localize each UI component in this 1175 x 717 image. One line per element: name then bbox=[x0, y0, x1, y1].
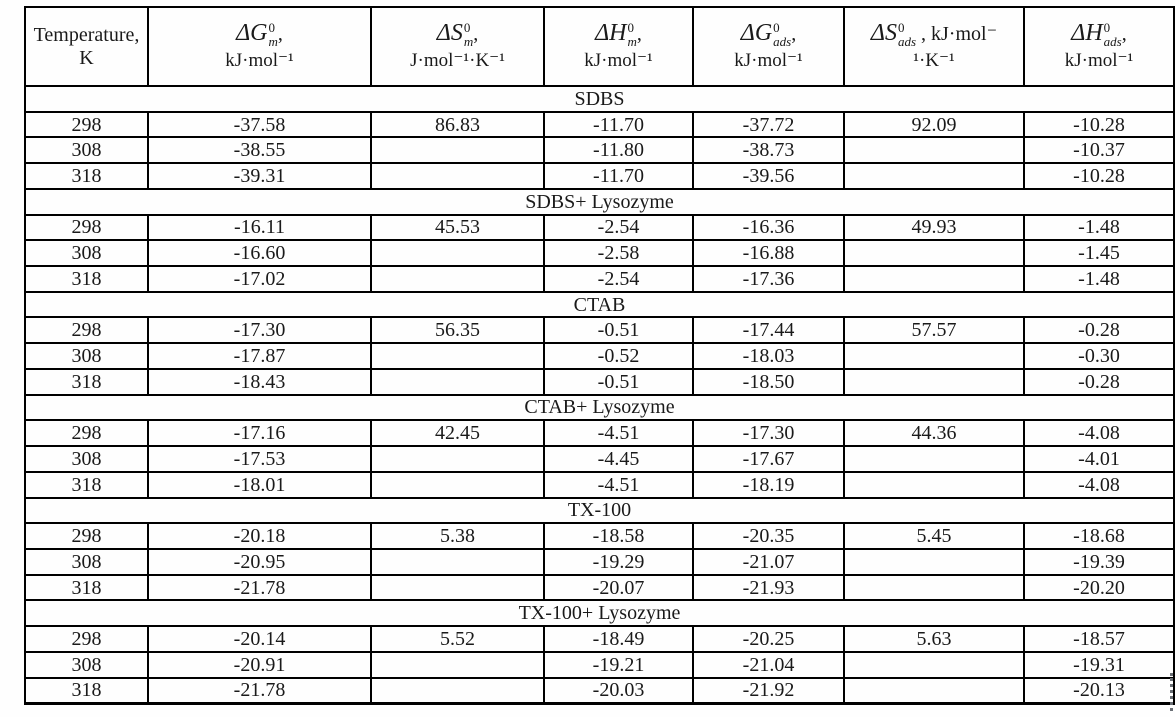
value-cell: -19.31 bbox=[1024, 652, 1174, 678]
value-cell: -0.51 bbox=[544, 317, 693, 343]
value-cell: 42.45 bbox=[371, 420, 544, 446]
value-cell: -4.08 bbox=[1024, 472, 1174, 498]
value-cell: -20.13 bbox=[1024, 678, 1174, 704]
value-cell: -4.08 bbox=[1024, 420, 1174, 446]
value-cell: 5.52 bbox=[371, 626, 544, 652]
table-row bbox=[25, 549, 1174, 575]
section-label: CTAB+ Lysozyme bbox=[25, 395, 1174, 421]
value-cell bbox=[844, 240, 1024, 266]
value-cell: -17.67 bbox=[693, 446, 844, 472]
value-cell bbox=[844, 472, 1024, 498]
section-label: SDBS bbox=[25, 86, 1174, 112]
value-cell: 56.35 bbox=[371, 317, 544, 343]
value-cell: -20.95 bbox=[148, 549, 371, 575]
unit-label: ¹·K⁻¹ bbox=[913, 49, 955, 71]
header-row bbox=[25, 7, 1174, 86]
col-header-delta-g-ads bbox=[693, 7, 844, 86]
value-cell: -21.93 bbox=[693, 575, 844, 601]
value-cell: -20.03 bbox=[544, 678, 693, 704]
value-cell: -17.44 bbox=[693, 317, 844, 343]
temperature-cell: 318 bbox=[25, 369, 148, 395]
section-header-row bbox=[25, 395, 1174, 421]
value-cell bbox=[844, 369, 1024, 395]
table-row bbox=[25, 523, 1174, 549]
section-label: TX-100+ Lysozyme bbox=[25, 600, 1174, 626]
value-cell: -21.04 bbox=[693, 652, 844, 678]
value-cell: -39.31 bbox=[148, 163, 371, 189]
col-header-delta-g-m bbox=[148, 7, 371, 86]
value-cell: -2.54 bbox=[544, 266, 693, 292]
value-cell bbox=[844, 446, 1024, 472]
value-cell: -20.14 bbox=[148, 626, 371, 652]
table-row bbox=[25, 420, 1174, 446]
value-cell: -2.58 bbox=[544, 240, 693, 266]
temperature-cell: 308 bbox=[25, 137, 148, 163]
table-row bbox=[25, 240, 1174, 266]
temperature-cell: 298 bbox=[25, 626, 148, 652]
value-cell: -18.03 bbox=[693, 343, 844, 369]
value-cell bbox=[371, 266, 544, 292]
value-cell: -17.16 bbox=[148, 420, 371, 446]
table-row bbox=[25, 472, 1174, 498]
temperature-cell: 308 bbox=[25, 343, 148, 369]
value-cell: -16.60 bbox=[148, 240, 371, 266]
temperature-cell: 298 bbox=[25, 317, 148, 343]
value-cell bbox=[844, 343, 1024, 369]
temperature-cell: 318 bbox=[25, 678, 148, 704]
value-cell: -20.91 bbox=[148, 652, 371, 678]
table-row bbox=[25, 369, 1174, 395]
temperature-cell: 308 bbox=[25, 446, 148, 472]
value-cell: -18.49 bbox=[544, 626, 693, 652]
section-header-row bbox=[25, 292, 1174, 318]
value-cell bbox=[371, 343, 544, 369]
value-cell: -17.36 bbox=[693, 266, 844, 292]
text-cursor-artifact bbox=[1170, 673, 1173, 711]
value-cell: -4.51 bbox=[544, 472, 693, 498]
section-header-row bbox=[25, 498, 1174, 524]
value-cell: -17.87 bbox=[148, 343, 371, 369]
temperature-cell: 318 bbox=[25, 575, 148, 601]
temperature-cell: 308 bbox=[25, 240, 148, 266]
value-cell: 5.38 bbox=[371, 523, 544, 549]
value-cell: -11.70 bbox=[544, 163, 693, 189]
value-cell: -37.58 bbox=[148, 112, 371, 138]
value-cell: -17.30 bbox=[693, 420, 844, 446]
value-cell: -18.19 bbox=[693, 472, 844, 498]
value-cell: -4.51 bbox=[544, 420, 693, 446]
thermodynamic-parameters-table bbox=[24, 6, 1175, 705]
value-cell: -20.20 bbox=[1024, 575, 1174, 601]
table-row bbox=[25, 137, 1174, 163]
value-cell bbox=[844, 678, 1024, 704]
value-cell: 45.53 bbox=[371, 215, 544, 241]
value-cell: -39.56 bbox=[693, 163, 844, 189]
value-cell: -1.48 bbox=[1024, 215, 1174, 241]
value-cell: -19.21 bbox=[544, 652, 693, 678]
unit-label: kJ·mol⁻¹ bbox=[734, 49, 803, 71]
value-cell bbox=[371, 652, 544, 678]
value-cell: 49.93 bbox=[844, 215, 1024, 241]
section-label: SDBS+ Lysozyme bbox=[25, 189, 1174, 215]
table-row bbox=[25, 163, 1174, 189]
header-text-line2: K bbox=[79, 46, 94, 69]
col-header-temperature bbox=[25, 7, 148, 86]
value-cell: -1.48 bbox=[1024, 266, 1174, 292]
temperature-cell: 318 bbox=[25, 163, 148, 189]
value-cell: -0.28 bbox=[1024, 317, 1174, 343]
value-cell: -10.37 bbox=[1024, 137, 1174, 163]
value-cell: -17.02 bbox=[148, 266, 371, 292]
value-cell: -20.07 bbox=[544, 575, 693, 601]
value-cell: -16.88 bbox=[693, 240, 844, 266]
value-cell bbox=[844, 163, 1024, 189]
value-cell: -11.80 bbox=[544, 137, 693, 163]
table-row bbox=[25, 446, 1174, 472]
value-cell: -11.70 bbox=[544, 112, 693, 138]
unit-label: kJ·mol⁻¹ bbox=[584, 49, 653, 71]
value-cell: -19.39 bbox=[1024, 549, 1174, 575]
value-cell bbox=[371, 678, 544, 704]
temperature-cell: 298 bbox=[25, 523, 148, 549]
math-symbol: ΔG 0 m , bbox=[236, 20, 283, 50]
value-cell bbox=[371, 575, 544, 601]
unit-label: kJ·mol⁻¹ bbox=[225, 49, 294, 71]
value-cell bbox=[844, 137, 1024, 163]
value-cell: -18.43 bbox=[148, 369, 371, 395]
value-cell: -21.07 bbox=[693, 549, 844, 575]
temperature-cell: 308 bbox=[25, 652, 148, 678]
value-cell bbox=[371, 446, 544, 472]
value-cell: -17.30 bbox=[148, 317, 371, 343]
value-cell: -38.55 bbox=[148, 137, 371, 163]
unit-label: kJ·mol⁻¹ bbox=[1064, 49, 1134, 71]
value-cell: -4.45 bbox=[544, 446, 693, 472]
temperature-cell: 318 bbox=[25, 472, 148, 498]
table-row bbox=[25, 215, 1174, 241]
value-cell: -18.50 bbox=[693, 369, 844, 395]
value-cell bbox=[371, 240, 544, 266]
value-cell: 5.45 bbox=[844, 523, 1024, 549]
value-cell: -21.92 bbox=[693, 678, 844, 704]
table-row bbox=[25, 626, 1174, 652]
math-symbol: ΔS 0 m , bbox=[436, 20, 479, 50]
value-cell bbox=[844, 266, 1024, 292]
value-cell: -21.78 bbox=[148, 575, 371, 601]
table-row bbox=[25, 266, 1174, 292]
value-cell bbox=[844, 549, 1024, 575]
header-text-line1: Temperature, bbox=[33, 23, 140, 46]
value-cell: 5.63 bbox=[844, 626, 1024, 652]
value-cell bbox=[371, 369, 544, 395]
math-symbol: ΔG 0 ads , bbox=[740, 20, 797, 50]
value-cell: -1.45 bbox=[1024, 240, 1174, 266]
value-cell: 44.36 bbox=[844, 420, 1024, 446]
section-header-row bbox=[25, 600, 1174, 626]
math-symbol: ΔS 0 ads , kJ·mol⁻ bbox=[870, 20, 998, 50]
table-row bbox=[25, 652, 1174, 678]
value-cell: -38.73 bbox=[693, 137, 844, 163]
value-cell: -20.35 bbox=[693, 523, 844, 549]
col-header-delta-s-ads bbox=[844, 7, 1024, 86]
value-cell bbox=[844, 575, 1024, 601]
value-cell: -21.78 bbox=[148, 678, 371, 704]
value-cell: -10.28 bbox=[1024, 112, 1174, 138]
value-cell: 92.09 bbox=[844, 112, 1024, 138]
value-cell: -0.52 bbox=[544, 343, 693, 369]
value-cell: -19.29 bbox=[544, 549, 693, 575]
value-cell: -10.28 bbox=[1024, 163, 1174, 189]
table-row bbox=[25, 343, 1174, 369]
value-cell: 57.57 bbox=[844, 317, 1024, 343]
temperature-cell: 308 bbox=[25, 549, 148, 575]
value-cell: -37.72 bbox=[693, 112, 844, 138]
section-header-row bbox=[25, 86, 1174, 112]
value-cell bbox=[371, 137, 544, 163]
temperature-cell: 298 bbox=[25, 215, 148, 241]
math-symbol: ΔH 0 m , bbox=[595, 20, 642, 50]
value-cell: -18.58 bbox=[544, 523, 693, 549]
col-header-delta-h-ads bbox=[1024, 7, 1174, 86]
col-header-delta-h-m bbox=[544, 7, 693, 86]
value-cell bbox=[371, 163, 544, 189]
table-row bbox=[25, 678, 1174, 704]
value-cell: -18.01 bbox=[148, 472, 371, 498]
math-symbol: ΔH 0 ads , bbox=[1071, 20, 1127, 50]
value-cell: -18.68 bbox=[1024, 523, 1174, 549]
table-row bbox=[25, 317, 1174, 343]
value-cell: -0.28 bbox=[1024, 369, 1174, 395]
value-cell: -20.18 bbox=[148, 523, 371, 549]
value-cell bbox=[844, 652, 1024, 678]
section-label: CTAB bbox=[25, 292, 1174, 318]
section-label: TX-100 bbox=[25, 498, 1174, 524]
table-row bbox=[25, 112, 1174, 138]
value-cell: 86.83 bbox=[371, 112, 544, 138]
value-cell: -20.25 bbox=[693, 626, 844, 652]
value-cell: -16.36 bbox=[693, 215, 844, 241]
value-cell bbox=[371, 549, 544, 575]
section-header-row bbox=[25, 189, 1174, 215]
value-cell: -4.01 bbox=[1024, 446, 1174, 472]
unit-label: J·mol⁻¹·K⁻¹ bbox=[410, 49, 505, 71]
value-cell: -0.51 bbox=[544, 369, 693, 395]
value-cell bbox=[371, 472, 544, 498]
col-header-delta-s-m bbox=[371, 7, 544, 86]
temperature-cell: 318 bbox=[25, 266, 148, 292]
temperature-cell: 298 bbox=[25, 112, 148, 138]
value-cell: -2.54 bbox=[544, 215, 693, 241]
value-cell: -17.53 bbox=[148, 446, 371, 472]
table-row bbox=[25, 575, 1174, 601]
value-cell: -18.57 bbox=[1024, 626, 1174, 652]
value-cell: -16.11 bbox=[148, 215, 371, 241]
temperature-cell: 298 bbox=[25, 420, 148, 446]
value-cell: -0.30 bbox=[1024, 343, 1174, 369]
